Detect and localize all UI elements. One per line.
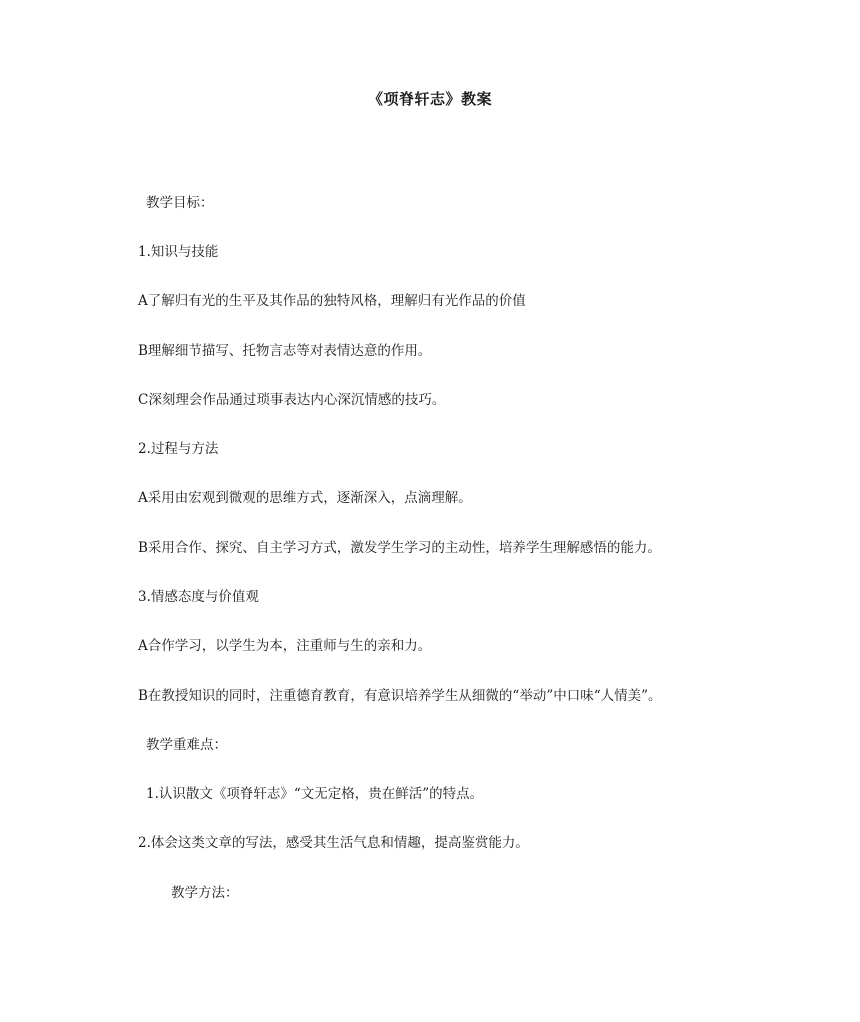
- paragraph-line: C深刻理会作品通过琐事表达内心深沉情感的技巧。: [138, 392, 446, 408]
- paragraph-line: 1.认识散文《项脊轩志》“文无定格，贵在鲜活”的特点。: [146, 786, 484, 802]
- section-heading-objectives: 教学目标：: [146, 195, 214, 211]
- document-title: 《项脊轩志》教案: [367, 90, 492, 108]
- section-heading-methods: 教学方法：: [171, 885, 239, 901]
- section-heading-key-points: 教学重难点：: [146, 737, 227, 753]
- paragraph-line: B在教授知识的同时，注重德育教育，有意识培养学生从细微的“举动”中口味“人情美”。: [138, 688, 662, 704]
- subheading-attitude-values: 3.情感态度与价值观: [138, 589, 259, 605]
- paragraph-line: A了解归有光的生平及其作品的独特风格，理解归有光作品的价值: [138, 293, 526, 309]
- subheading-knowledge-skills: 1.知识与技能: [138, 244, 219, 260]
- paragraph-line: B采用合作、探究、自主学习方式，激发学生学习的主动性，培养学生理解感悟的能力。: [138, 540, 661, 556]
- paragraph-line: 2.体会这类文章的写法，感受其生活气息和情趣，提高鉴赏能力。: [138, 835, 529, 851]
- paragraph-line: A合作学习，以学生为本，注重师与生的亲和力。: [138, 638, 432, 654]
- paragraph-line: B理解细节描写、托物言志等对表情达意的作用。: [138, 343, 432, 359]
- paragraph-line: A采用由宏观到微观的思维方式，逐渐深入，点滴理解。: [138, 490, 472, 506]
- subheading-process-methods: 2.过程与方法: [138, 441, 219, 457]
